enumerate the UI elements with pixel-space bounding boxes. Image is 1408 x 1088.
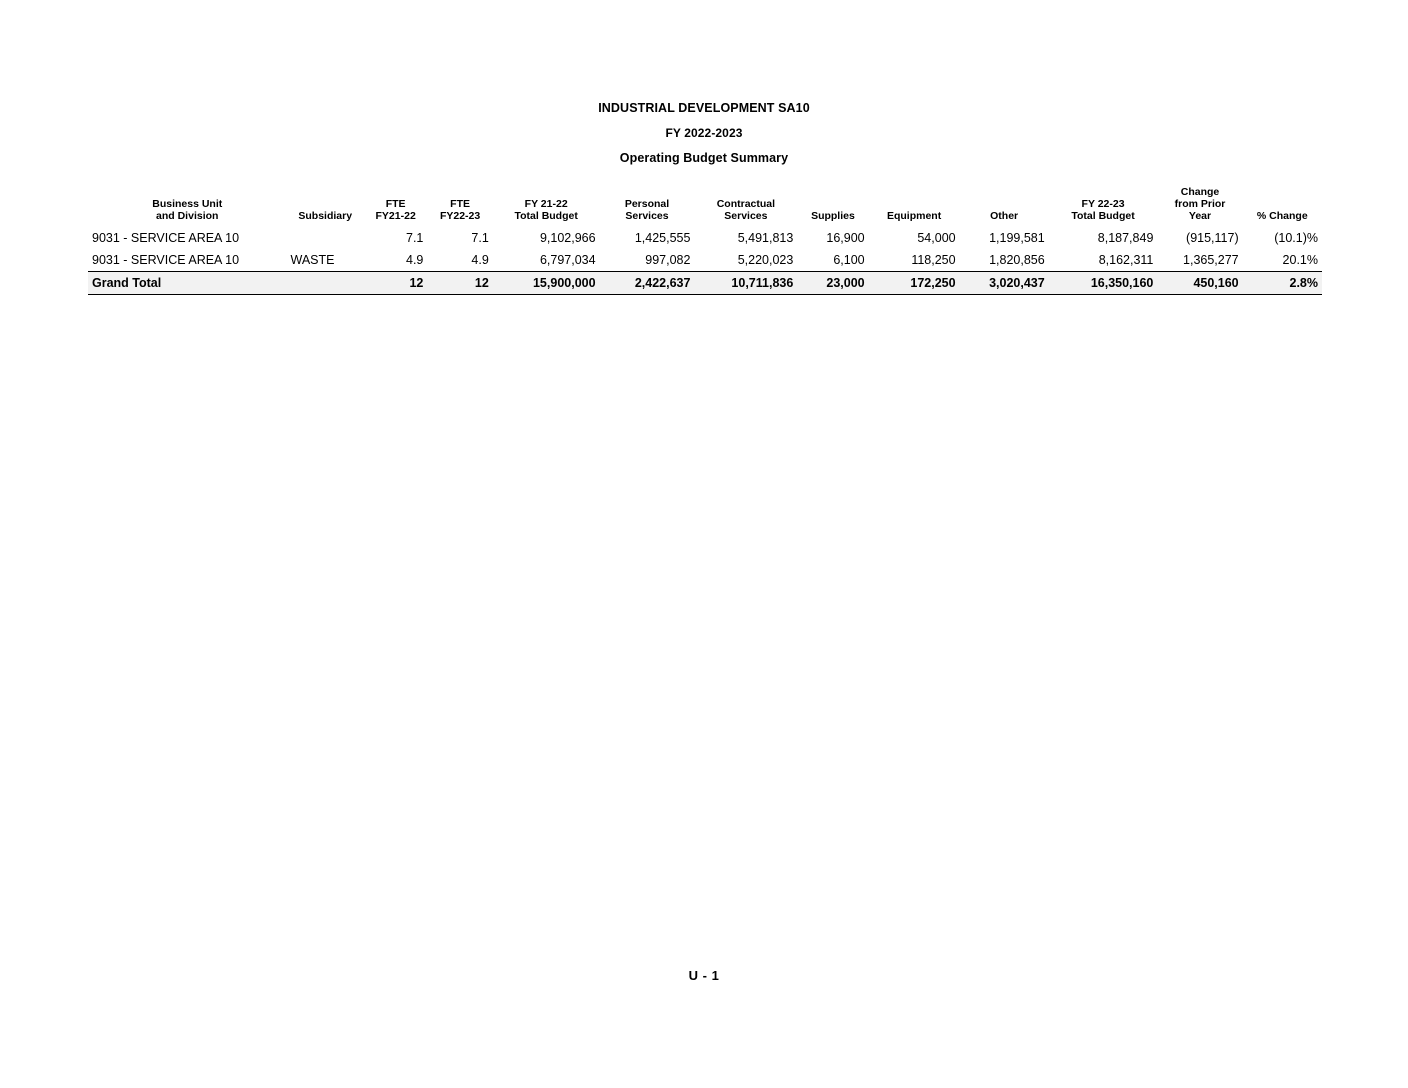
cell-fte-prior: 4.9 <box>406 253 424 267</box>
column-header-fte-current-line2: FY22-23 <box>439 210 481 222</box>
cell-grand-total-other: 3,020,437 <box>960 272 1049 295</box>
cell-grand-total-total-budget-prior: 15,900,000 <box>493 272 600 295</box>
table-header-row <box>88 186 1322 227</box>
cell-grand-total-subsidiary <box>286 272 363 295</box>
column-header-total-budget-current-line2: Total Budget <box>1071 210 1135 222</box>
cell-grand-total-supplies: 23,000 <box>797 272 868 295</box>
column-header-fte-prior-line2: FY21-22 <box>375 210 416 222</box>
cell-grand-total-label: Grand Total <box>88 272 286 295</box>
column-header-total-budget-current-line1: FY 22-23 <box>1081 198 1125 210</box>
column-header-percent-change-label: % Change <box>1256 210 1308 222</box>
column-header-subsidiary-label: Subsidiary <box>298 210 353 222</box>
cell-business-unit: 9031 - SERVICE AREA 10 <box>92 253 240 267</box>
cell-grand-total-fte-current: 12 <box>427 272 492 295</box>
cell-change-from-prior-year: 1,365,277 <box>1183 253 1239 267</box>
column-header-fte-current <box>427 186 492 227</box>
column-header-supplies-label: Supplies <box>811 210 855 222</box>
cell-other: 1,820,856 <box>989 253 1045 267</box>
column-header-percent-change <box>1243 186 1322 227</box>
column-header-business-unit <box>88 186 286 227</box>
column-header-supplies <box>797 186 868 227</box>
column-header-personal-services-line2: Services <box>625 210 669 222</box>
column-header-fte-current-line1: FTE <box>450 198 470 210</box>
table-row <box>88 227 1322 249</box>
cell-percent-change: (10.1)% <box>1274 231 1318 245</box>
column-header-change-line3: Year <box>1188 210 1212 222</box>
cell-other: 1,199,581 <box>989 231 1045 245</box>
cell-business-unit: 9031 - SERVICE AREA 10 <box>92 231 240 245</box>
column-header-contractual-services-line2: Services <box>724 210 768 222</box>
column-header-total-budget-current <box>1049 186 1158 227</box>
page-number: U - 1 <box>688 968 720 983</box>
cell-equipment: 54,000 <box>917 231 956 245</box>
cell-personal-services: 997,082 <box>645 253 691 267</box>
cell-personal-services: 1,425,555 <box>634 231 691 245</box>
cell-contractual-services: 5,491,813 <box>737 231 794 245</box>
document-title: INDUSTRIAL DEVELOPMENT SA10 <box>598 101 810 115</box>
column-header-contractual-services <box>694 186 797 227</box>
cell-change-from-prior-year: (915,117) <box>1186 231 1239 245</box>
cell-grand-total-percent-change: 2.8% <box>1243 272 1322 295</box>
column-header-personal-services <box>600 186 695 227</box>
column-header-subsidiary <box>286 186 363 227</box>
column-header-personal-services-line1: Personal <box>624 198 670 210</box>
column-header-other <box>960 186 1049 227</box>
cell-supplies: 6,100 <box>833 253 865 267</box>
cell-total-budget-prior: 6,797,034 <box>539 253 596 267</box>
column-header-equipment-label: Equipment <box>886 210 942 222</box>
cell-grand-total-equipment: 172,250 <box>869 272 960 295</box>
column-header-business-unit-line2: and Division <box>156 210 219 222</box>
cell-grand-total-total-budget-current: 16,350,160 <box>1049 272 1158 295</box>
document-header <box>0 96 1408 171</box>
cell-supplies: 16,900 <box>826 231 865 245</box>
column-header-business-unit-line1: Business Unit <box>152 198 223 210</box>
column-header-total-budget-prior-line2: Total Budget <box>514 210 578 222</box>
column-header-contractual-services-line1: Contractual <box>716 198 776 210</box>
cell-fte-prior: 7.1 <box>406 231 424 245</box>
operating-budget-summary-table <box>88 186 1322 295</box>
cell-total-budget-current: 8,162,311 <box>1098 253 1154 267</box>
cell-fte-current: 7.1 <box>471 231 489 245</box>
cell-grand-total-fte-prior: 12 <box>364 272 427 295</box>
column-header-fte-prior <box>364 186 427 227</box>
column-header-total-budget-prior-line1: FY 21-22 <box>524 198 568 210</box>
column-header-equipment <box>869 186 960 227</box>
cell-total-budget-prior: 9,102,966 <box>539 231 596 245</box>
column-header-total-budget-prior <box>493 186 600 227</box>
cell-fte-current: 4.9 <box>471 253 489 267</box>
cell-subsidiary <box>286 227 363 249</box>
cell-grand-total-personal-services: 2,422,637 <box>600 272 695 295</box>
grand-total-row <box>88 272 1322 295</box>
document-subtitle: Operating Budget Summary <box>619 151 789 165</box>
cell-grand-total-change-from-prior-year: 450,160 <box>1157 272 1242 295</box>
column-header-other-label: Other <box>990 210 1019 222</box>
table-row <box>88 249 1322 272</box>
column-header-fte-prior-line1: FTE <box>385 198 406 210</box>
column-header-change-line2: from Prior <box>1174 198 1226 210</box>
document-fiscal-year: FY 2022-2023 <box>665 126 743 140</box>
cell-total-budget-current: 8,187,849 <box>1097 231 1154 245</box>
cell-contractual-services: 5,220,023 <box>737 253 794 267</box>
column-header-change-line1: Change <box>1180 186 1220 198</box>
cell-percent-change: 20.1% <box>1282 253 1318 267</box>
cell-grand-total-contractual-services: 10,711,836 <box>694 272 797 295</box>
column-header-change-from-prior-year <box>1157 186 1242 227</box>
cell-equipment: 118,250 <box>911 253 956 267</box>
cell-subsidiary: WASTE <box>290 253 335 267</box>
